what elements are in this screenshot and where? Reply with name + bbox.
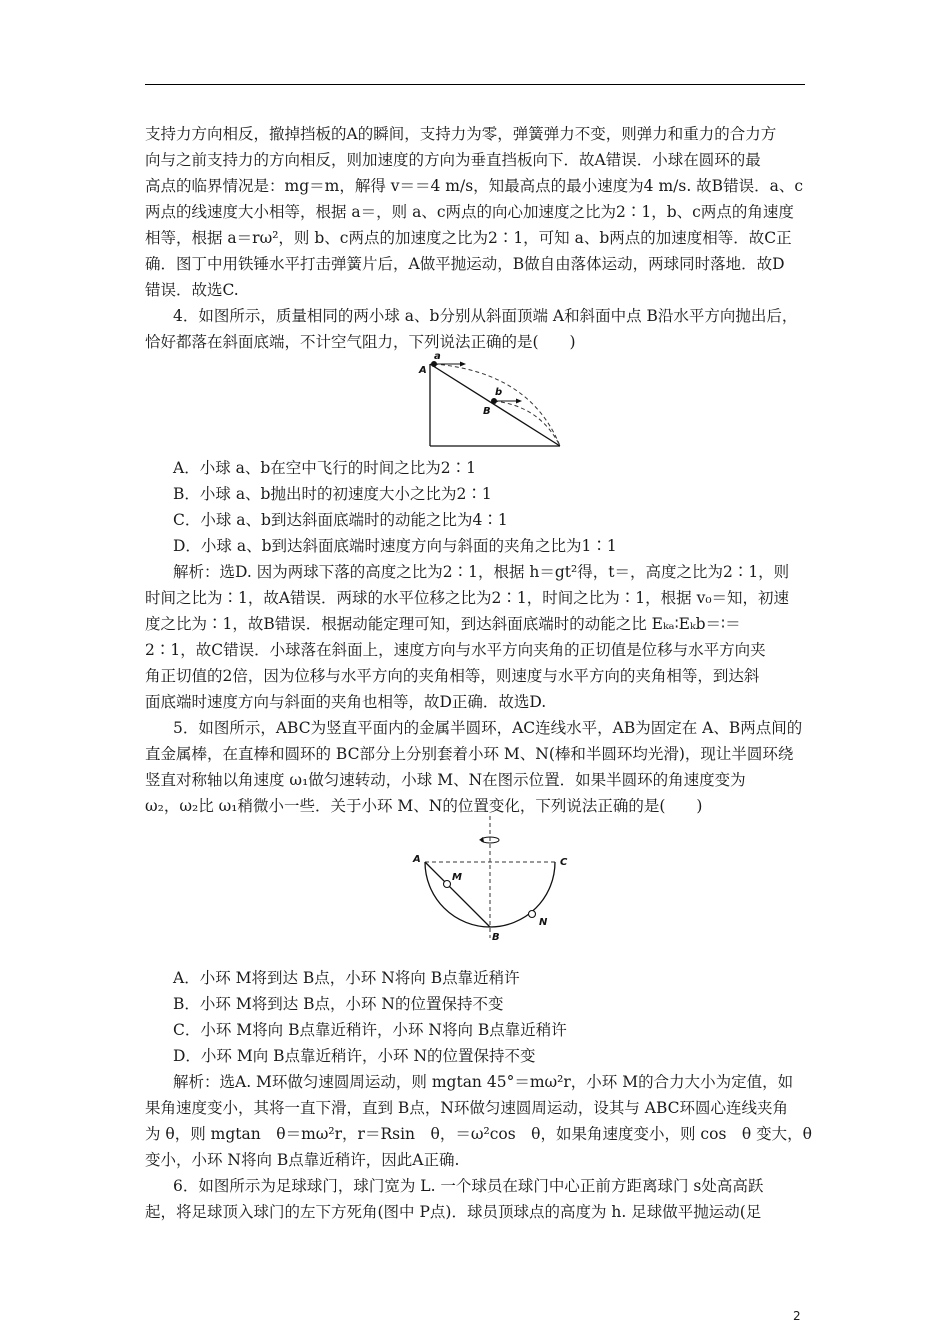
- option-d: D．小环 M向 B点靠近稍许，小环 N的位置保持不变: [173, 1047, 536, 1065]
- text-line: 向与之前支持力的方向相反，则加速度的方向为垂直挡板向下．故A错误．小球在圆环的最: [145, 151, 761, 169]
- analysis-line: 度之比为∶1，故B错误．根据动能定理可知，到达斜面底端时的动能之比 Eₖₐ∶Eₖb＝∶＝: [145, 615, 741, 633]
- incline-projectile-diagram: [410, 350, 580, 450]
- analysis-line: 时间之比为∶1，故A错误．两球的水平位移之比为2∶1，时间之比为∶1，根据 v₀＝知，初速: [145, 589, 790, 607]
- text-line: 错误．故选C.: [145, 281, 239, 299]
- question-4-stem: 4．如图所示，质量相同的两小球 a、b分别从斜面顶端 A和斜面中点 B沿水平方向抛出后，: [173, 307, 798, 325]
- analysis-line: 果角速度变小，其将一直下滑，直到 B点，N环做匀速圆周运动，设其与 ABC环圆心连线夹角: [145, 1099, 789, 1117]
- semicircle-ring-diagram: [405, 810, 585, 945]
- option-c: C．小环 M将向 B点靠近稍许，小环 N将向 B点靠近稍许: [173, 1021, 567, 1039]
- question-4-stem: 恰好都落在斜面底端，不计空气阻力，下列说法正确的是( ): [145, 333, 576, 351]
- question-5-stem: 竖直对称轴以角速度 ω₁做匀速转动，小球 M、N在图示位置．如果半圆环的角速度变为: [145, 771, 746, 789]
- page-number: 2: [793, 1309, 801, 1323]
- analysis-line: 解析：选D. 因为两球下落的高度之比为2∶1，根据 h＝gt²得，t＝，高度之比为2∶1，则: [173, 563, 790, 581]
- label-C: C: [560, 857, 568, 868]
- option-d: D．小球 a、b到达斜面底端时速度方向与斜面的夹角之比为1∶1: [173, 537, 617, 555]
- analysis-line: 面底端时速度方向与斜面的夹角也相等，故D正确．故选D.: [145, 693, 547, 711]
- option-c: C．小球 a、b到达斜面底端时的动能之比为4∶1: [173, 511, 508, 529]
- question-6-stem: 起，将足球顶入球门的左下方死角(图中 P点)．球员顶球点的高度为 h. 足球做平抛运动(足: [145, 1203, 762, 1221]
- option-b: B．小球 a、b抛出时的初速度大小之比为2∶1: [173, 485, 492, 503]
- label-B: B: [492, 932, 500, 943]
- text-line: 相等，根据 a＝rω²，则 b、c两点的加速度之比为2∶1，可知 a、b两点的加速度相等．故C正: [145, 229, 792, 247]
- option-a: A．小球 a、b在空中飞行的时间之比为2∶1: [173, 459, 477, 477]
- analysis-line: 为 θ，则 mgtan θ＝mω²r，r＝Rsin θ，＝ω²cos θ，如果角速度变小，则 cos θ 变大，θ: [145, 1125, 812, 1143]
- text-line: 高点的临界情况是：mg＝m，解得 v＝＝4 m/s，知最高点的最小速度为4 m/s. 故B错误．a、c: [145, 177, 803, 195]
- text-line: 两点的线速度大小相等，根据 a＝，则 a、c两点的向心加速度之比为2∶1，b、c两点的角速度: [145, 203, 794, 221]
- analysis-line: 角正切值的2倍，因为位移与水平方向的夹角相等，则速度与水平方向的夹角相等，到达斜: [145, 667, 760, 685]
- question-6-stem: 6．如图所示为足球球门，球门宽为 L. 一个球员在球门中心正前方距离球门 s处高高跃: [173, 1177, 764, 1195]
- label-M: M: [452, 872, 462, 883]
- analysis-line: 2∶1，故C错误．小球落在斜面上，速度方向与水平方向夹角的正切值是位移与水平方向夹: [145, 641, 766, 659]
- question-5-stem: 5．如图所示，ABC为竖直平面内的金属半圆环，AC连线水平，AB为固定在 A、B两点间的: [173, 719, 803, 737]
- option-b: B．小环 M将到达 B点，小环 N的位置保持不变: [173, 995, 504, 1013]
- question-5-stem: ω₂，ω₂比 ω₁稍微小一些．关于小环 M、N的位置变化，下列说法正确的是( ): [145, 797, 703, 815]
- header-rule: [145, 84, 805, 85]
- analysis-line: 解析：选A. M环做匀速圆周运动，则 mgtan 45°＝mω²r，小环 M的合力大小为定值，如: [173, 1073, 794, 1091]
- text-line: 支持力方向相反，撤掉挡板的A的瞬间，支持力为零，弹簧弹力不变，则弹力和重力的合力方: [145, 125, 777, 143]
- question-5-stem: 直金属棒，在直棒和圆环的 BC部分上分别套着小环 M、N(棒和半圆环均光滑)，现让半圆环绕: [145, 745, 794, 763]
- label-B: B: [483, 406, 491, 417]
- label-A: A: [413, 854, 421, 865]
- label-A: A: [419, 365, 427, 376]
- label-b: b: [495, 387, 503, 398]
- text-line: 确．图丁中用铁锤水平打击弹簧片后，A做平抛运动，B做自由落体运动，两球同时落地．故D: [145, 255, 785, 273]
- option-a: A．小环 M将到达 B点，小环 N将向 B点靠近稍许: [173, 969, 520, 987]
- label-a: a: [434, 351, 441, 362]
- analysis-line: 变小，小环 N将向 B点靠近稍许，因此A正确.: [145, 1151, 460, 1169]
- label-N: N: [539, 917, 548, 928]
